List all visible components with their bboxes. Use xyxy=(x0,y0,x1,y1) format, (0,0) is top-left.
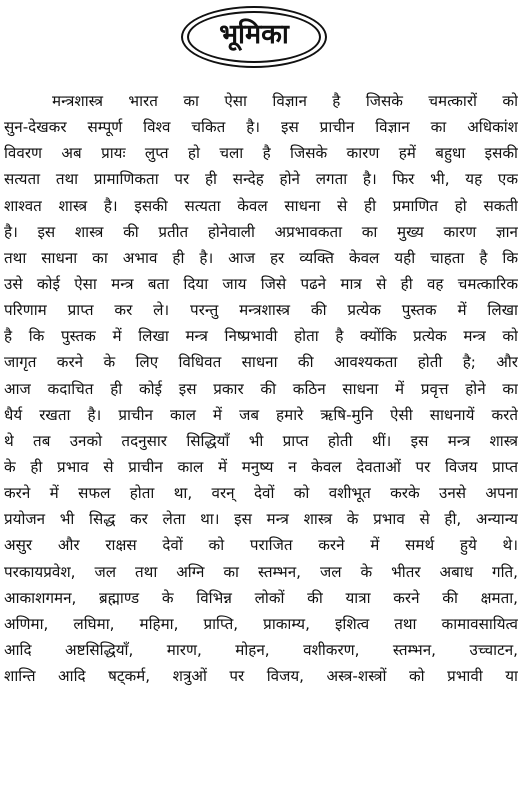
text-line-6: है। इस शास्त्र की प्रतीत होनेवाली अप्रभावकता का मुख्य कारण ज्ञान xyxy=(4,222,518,241)
text-line-7: तथा साधना का अभाव ही है। आज हर व्यक्ति केवल यही चाहता है कि xyxy=(4,248,518,267)
text-line-2: सुन-देखकर सम्पूर्ण विश्व चकित है। इस प्राचीन विज्ञान का अधिकांश xyxy=(4,118,518,137)
text-line-20: आकाशगमन, ब्रह्माण्ड के विभिन्न लोकों की यात्रा करने की क्षमता, xyxy=(4,588,518,607)
text-line-18: असुर और राक्षस देवों को पराजित करने में समर्थ हुये थे। xyxy=(4,536,518,555)
page-title: भूमिका xyxy=(219,19,289,50)
text-line-23: शान्ति आदि षट्कर्म, शत्रुओं पर विजय, अस्त्र-शस्त्रों को प्रभावी या xyxy=(4,667,518,686)
text-line-1: मन्त्रशास्त्र भारत का ऐसा विज्ञान है जिसके चमत्कारों को xyxy=(52,92,518,110)
text-line-16: करने में सफल होता था, वरन् देवों को वशीभूत करके उनसे अपना xyxy=(4,484,518,503)
body-paragraph xyxy=(4,88,518,689)
text-line-14: थे तब उनको तदनुसार सिद्धियाँ भी प्राप्त होती थीं। इस मन्त्र शास्त्र xyxy=(4,431,518,450)
text-line-11: जागृत करने के लिए विधिवत साधना की आवश्यकता होती है; और xyxy=(4,353,518,372)
text-line-4: सत्यता तथा प्रामाणिकता पर ही सन्देह होने लगता है। फिर भी, यह एक xyxy=(4,170,518,189)
text-line-9: परिणाम प्राप्त कर ले। परन्तु मन्त्रशास्त्र की प्रत्येक पुस्तक में लिखा xyxy=(4,301,518,320)
text-line-21: अणिमा, लघिमा, महिमा, प्राप्ति, प्राकाम्य, इशित्व तथा कामावसायित्व xyxy=(4,614,518,633)
text-line-5: शाश्वत शास्त्र है। इसकी सत्यता केवल साधना से ही प्रमाणित हो सकती xyxy=(4,196,518,215)
text-line-17: प्रयोजन भी सिद्ध कर लेता था। इस मन्त्र शास्त्र के प्रभाव से ही, अन्यान्य xyxy=(4,510,518,529)
title-frame xyxy=(181,6,327,68)
text-line-15: के ही प्रभाव से प्राचीन काल में मनुष्य न केवल देवताओं पर विजय प्राप्त xyxy=(4,457,518,476)
text-line-8: उसे कोई ऐसा मन्त्र बता दिया जाय जिसे पढने मात्र से ही वह चमत्कारिक xyxy=(4,274,518,293)
text-line-22: आदि अष्टसिद्धियाँ, मारण, मोहन, वशीकरण, स्तम्भन, उच्चाटन, xyxy=(4,640,518,659)
text-line-19: परकायप्रवेश, जल तथा अग्नि का स्तम्भन, जल के भीतर अबाध गति, xyxy=(4,562,518,581)
text-line-13: धैर्य रखता है। प्राचीन काल में जब हमारे ऋषि-मुनि ऐसी साधनायें करते xyxy=(4,405,518,424)
text-line-12: आज कदाचित ही कोई इस प्रकार की कठिन साधना में प्रवृत्त होने का xyxy=(4,379,518,398)
text-line-10: है कि पुस्तक में लिखा मन्त्र निष्प्रभावी होता है क्योंकि प्रत्येक मन्त्र को xyxy=(4,327,518,346)
text-line-3: विवरण अब प्रायः लुप्त हो चला है जिसके कारण हमें बहुधा इसकी xyxy=(4,144,518,163)
